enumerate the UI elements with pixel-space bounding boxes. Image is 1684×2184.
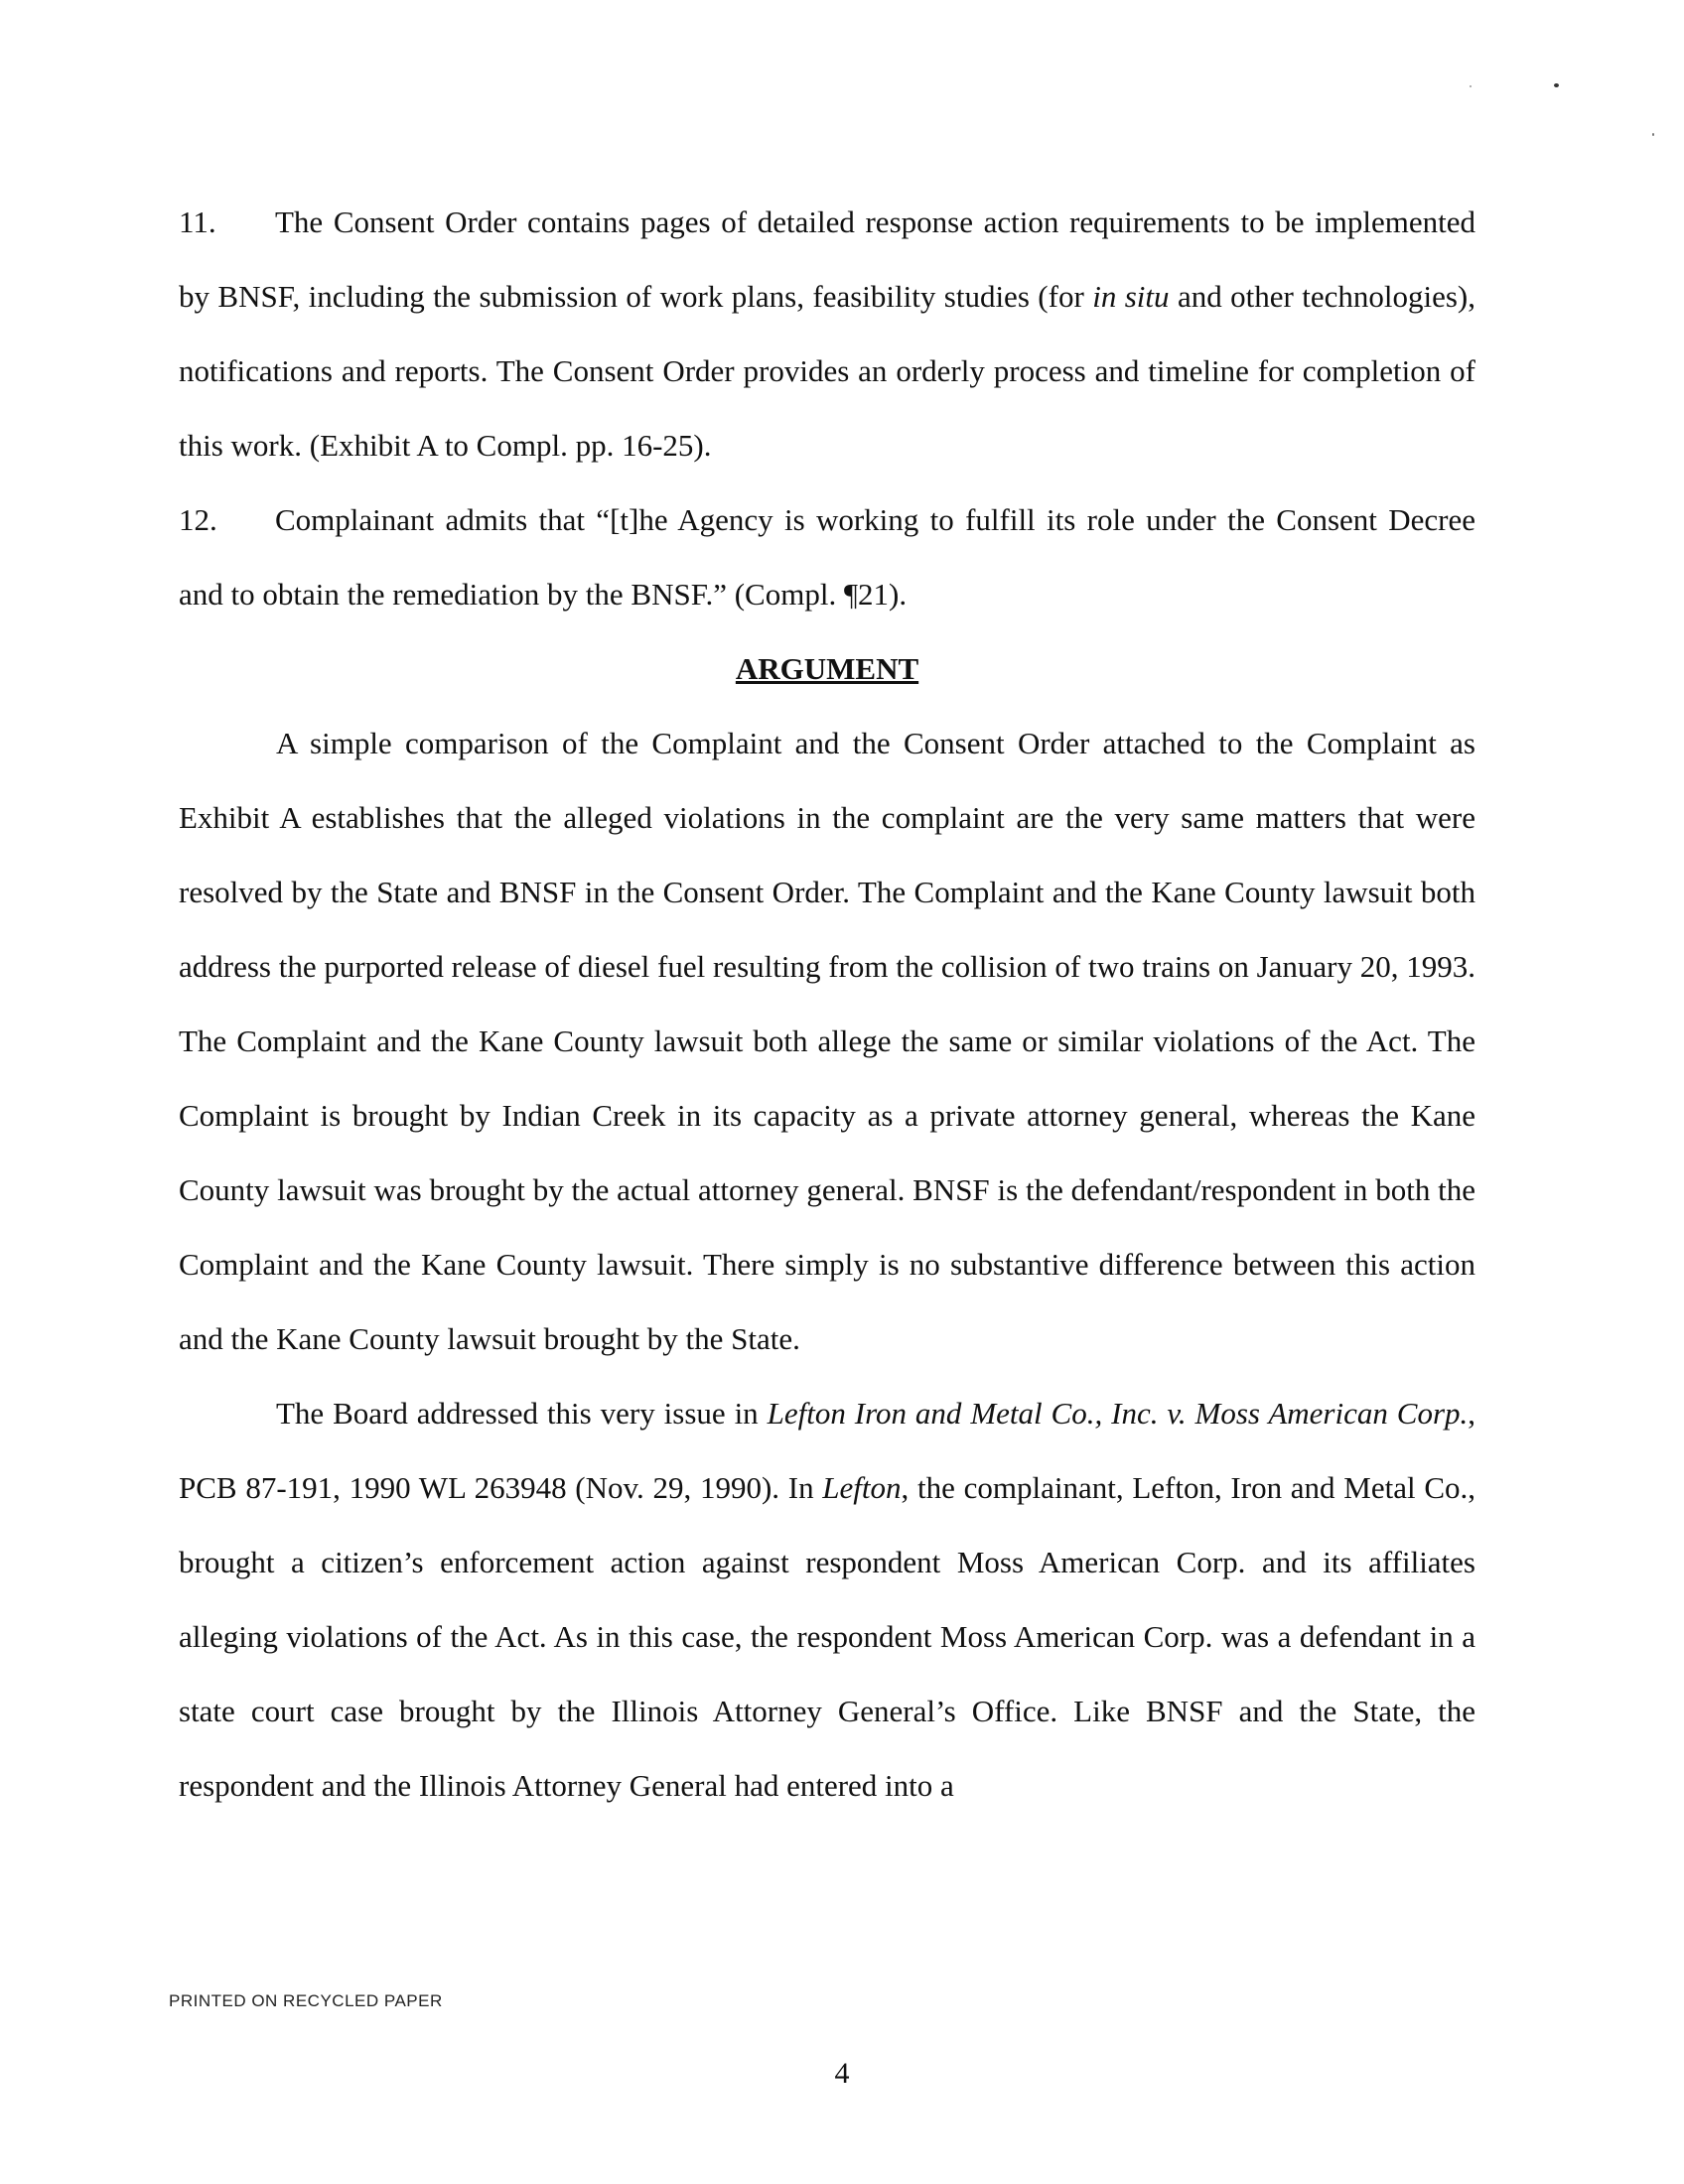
scan-speck [1470, 85, 1472, 87]
paragraph-11 [179, 185, 1475, 482]
paragraph-text: The Consent Order contains pages of detailed response action requirements to be implemented by BNSF, including the submission of work plans, feasibility studies (for [179, 205, 1475, 314]
footer-label: PRINTED ON RECYCLED PAPER [169, 1991, 443, 2010]
argument-paragraph-2 [179, 1376, 1475, 1823]
paragraph-number: 12. [179, 502, 217, 537]
case-citation-short: Lefton [822, 1470, 902, 1505]
argument-paragraph-1: A simple comparison of the Complaint and the Consent Order attached to the Complaint as Exhibit A establishes that the alleged violations in the complaint are the very same matters that were resolved by the State and BNSF in the Consent Order. The Complaint and the Kane County lawsuit both address the purported release of diesel fuel resulting from the collision of two trains on January 20, 1993. The Complaint and the Kane County lawsuit both allege the same or similar violations of the Act. The Complaint is brought by Indian Creek in its capacity as a private attorney general, whereas the Kane County lawsuit was brought by the actual attorney general. BNSF is the defendant/respondent in both the Complaint and the Kane County lawsuit. There simply is no substantive difference between this action and the Kane County lawsuit brought by the State. [179, 726, 1475, 1356]
paragraph-text: Complainant admits that “[t]he Agency is working to fulfill its role under the Consent Decree and to obtain the remediation by the BNSF.” (Compl. ¶21). [179, 502, 1475, 612]
paragraph-number: 11. [179, 205, 216, 239]
page-number: 4 [834, 2057, 850, 2090]
paragraph-12 [179, 482, 1475, 631]
section-heading: ARGUMENT [735, 651, 919, 686]
paragraph-text: , PCB 87-191, 1990 WL 263948 (Nov. 29, 1990). In [179, 1396, 1476, 1505]
italic-term: in situ [1092, 279, 1170, 314]
body-text [179, 185, 1475, 1823]
scan-speck [1554, 83, 1559, 87]
paragraph-text: and other technologies), notifications and reports. The Consent Order provides an orderly process and timeline for completion of this work. (Exhibit A to Compl. pp. 16-25). [179, 279, 1475, 463]
paragraph-text: , the complainant, Lefton, Iron and Metal Co., brought a citizen’s enforcement action against respondent Moss American Corp. and its affiliates alleging violations of the Act. As in this case, the respondent Moss American Corp. was a defendant in a state court case brought by the Illinois Attorney General’s Office. Like BNSF and the State, the respondent and the Illinois Attorney General had entered into a [179, 1470, 1475, 1803]
paragraph-text: The Board addressed this very issue in [276, 1396, 768, 1431]
scan-speck [1652, 133, 1654, 136]
case-citation: Lefton Iron and Metal Co., Inc. v. Moss American Corp. [767, 1396, 1469, 1431]
